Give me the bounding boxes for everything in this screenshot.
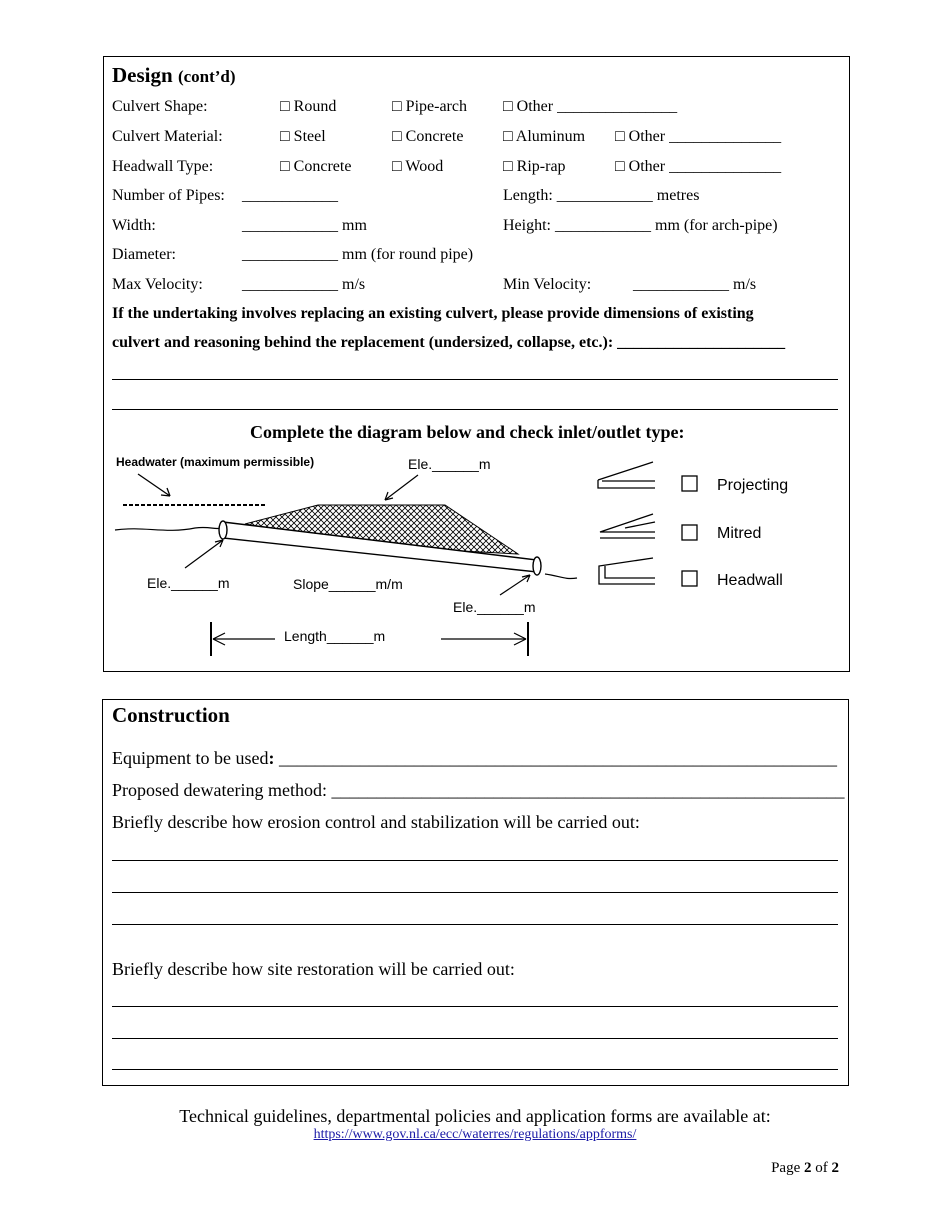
construction-heading: Construction <box>112 703 230 727</box>
replacement-question-line1: If the undertaking involves replacing an existing culvert, please provide dimensions of existing <box>112 305 754 322</box>
material-other-option[interactable]: □ Other ______________ <box>615 128 782 145</box>
restoration-answer-line-1[interactable] <box>112 1006 838 1007</box>
ele-top-label: Ele.______m <box>408 456 491 472</box>
material-steel-option[interactable]: □ Steel <box>280 128 326 145</box>
headwall-checkbox[interactable] <box>682 571 697 586</box>
mitred-icon <box>600 514 655 538</box>
page-prefix: Page <box>771 1160 804 1176</box>
shape-other-option[interactable]: □ Other _______________ <box>503 98 678 115</box>
erosion-answer-line-3[interactable] <box>112 924 838 925</box>
max-velocity-field[interactable]: ____________ m/s <box>242 276 366 293</box>
design-heading-sub: (cont’d) <box>177 67 236 86</box>
headwall-wood-option[interactable]: □ Wood <box>392 158 444 175</box>
width-label: Width: <box>112 217 156 234</box>
forms-url-row <box>0 1127 950 1143</box>
ground-line-upstream <box>115 527 221 530</box>
guidelines-text: Technical guidelines, departmental policies and application forms are available at: <box>179 1106 771 1126</box>
length-field[interactable]: Length: ____________ metres <box>503 187 700 204</box>
headwall-other-option[interactable]: □ Other ______________ <box>615 158 782 175</box>
material-concrete-option[interactable]: □ Concrete <box>392 128 464 145</box>
headwall-label: Headwall <box>717 572 783 589</box>
restoration-answer-line-3[interactable] <box>112 1069 838 1070</box>
headwall-icon <box>599 558 655 584</box>
equipment-colon: : <box>268 748 275 768</box>
ele-left-label: Ele.______m <box>147 575 230 591</box>
erosion-control-prompt: Briefly describe how erosion control and stabilization will be carried out: <box>112 812 640 832</box>
headwall-concrete-option[interactable]: □ Concrete <box>280 158 352 175</box>
replacement-answer-line-2[interactable] <box>112 409 838 410</box>
headwall-riprap-option[interactable]: □ Rip-rap <box>503 158 566 175</box>
equipment-label: Equipment to be used <box>112 748 269 768</box>
headwall-type-label: Headwall Type: <box>112 158 214 175</box>
replacement-question-line2[interactable]: culvert and reasoning behind the replacement (undersized, collapse, etc.): _____________________ <box>112 334 786 351</box>
replacement-answer-line-1[interactable] <box>112 379 838 380</box>
design-heading-text: Design <box>112 63 173 87</box>
erosion-answer-line-1[interactable] <box>112 860 838 861</box>
culvert-diagram <box>105 448 845 663</box>
page-total: 2 <box>831 1160 839 1176</box>
page-of: of <box>811 1160 832 1176</box>
projecting-icon <box>598 462 655 488</box>
page-number <box>771 1160 839 1177</box>
min-velocity-field[interactable]: ____________ m/s <box>633 276 757 293</box>
slope-label: Slope______m/m <box>293 576 403 592</box>
design-heading <box>112 63 236 88</box>
headwater-label: Headwater (maximum permissible) <box>116 455 315 469</box>
headwater-arrow <box>138 474 170 496</box>
culvert-shape-label: Culvert Shape: <box>112 98 208 115</box>
max-velocity-label: Max Velocity: <box>112 276 203 293</box>
mitred-checkbox[interactable] <box>682 525 697 540</box>
number-of-pipes-label: Number of Pipes: <box>112 187 225 204</box>
ground-line-downstream <box>545 574 577 579</box>
page-current: 2 <box>804 1160 812 1176</box>
diameter-field[interactable]: ____________ mm (for round pipe) <box>242 246 474 263</box>
mitred-label: Mitred <box>717 525 762 542</box>
culvert-material-label: Culvert Material: <box>112 128 223 145</box>
diameter-label: Diameter: <box>112 246 176 263</box>
projecting-checkbox[interactable] <box>682 476 697 491</box>
width-field[interactable]: ____________ mm <box>242 217 367 234</box>
shape-pipearch-option[interactable]: □ Pipe-arch <box>392 98 467 115</box>
shape-round-option[interactable]: □ Round <box>280 98 337 115</box>
erosion-answer-line-2[interactable] <box>112 892 838 893</box>
restoration-answer-line-2[interactable] <box>112 1038 838 1039</box>
projecting-label: Projecting <box>717 477 789 494</box>
forms-url-link[interactable]: https://www.gov.nl.ca/ecc/waterres/regulations/appforms/ <box>313 1127 637 1142</box>
material-aluminum-option[interactable]: □ Aluminum <box>503 128 586 145</box>
equipment-field[interactable] <box>112 748 837 769</box>
site-restoration-prompt: Briefly describe how site restoration will be carried out: <box>112 959 515 979</box>
diagram-title: Complete the diagram below and check inlet/outlet type: <box>250 422 685 442</box>
dewatering-field[interactable]: Proposed dewatering method: _________________________________________________________ <box>112 780 845 800</box>
min-velocity-label: Min Velocity: <box>503 276 592 293</box>
equipment-blank[interactable]: ______________________________________________________________ <box>274 748 837 768</box>
length-dimension-label: Length______m <box>284 628 386 644</box>
height-field[interactable]: Height: ____________ mm (for arch-pipe) <box>503 217 778 234</box>
ele-right-label: Ele.______m <box>453 599 536 615</box>
number-of-pipes-field[interactable]: ____________ <box>242 187 338 204</box>
